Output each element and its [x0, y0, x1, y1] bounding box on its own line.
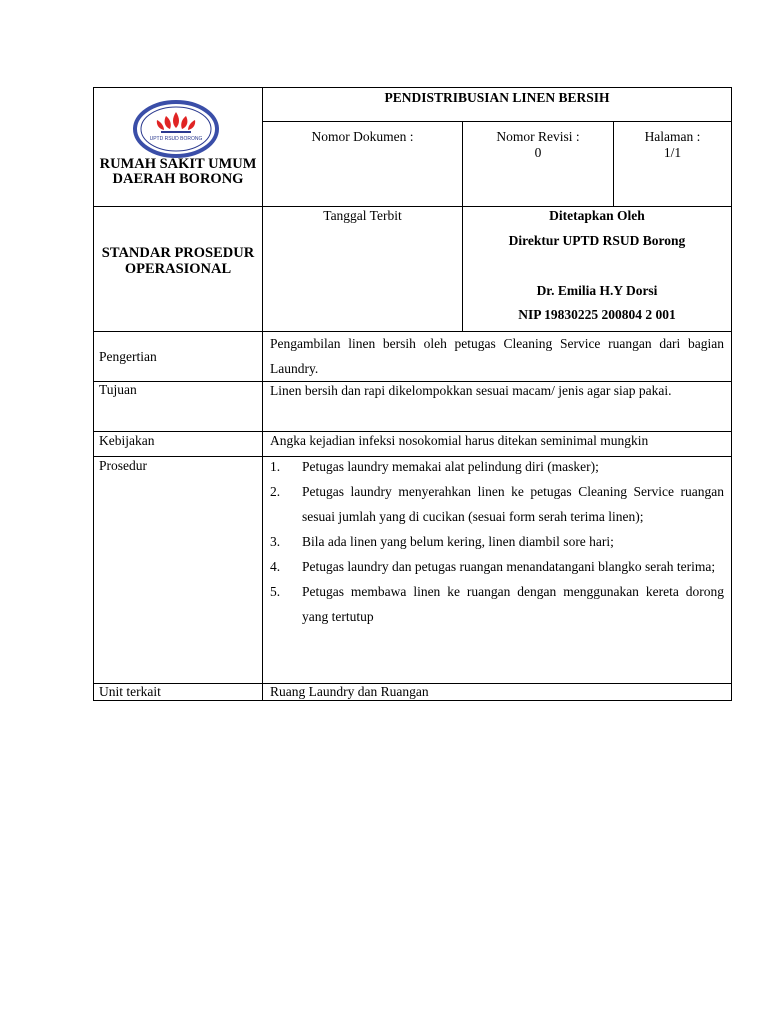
list-item [270, 529, 724, 554]
halaman-value: 1/1 [663, 145, 682, 160]
pengertian-label: Pengertian [99, 349, 157, 364]
sop-label: STANDAR PROSEDUR OPERASIONAL [101, 245, 255, 277]
prosedur-label: Prosedur [99, 458, 147, 473]
tanggal-terbit-label: Tanggal Terbit [323, 208, 402, 223]
list-item [270, 554, 724, 579]
unit-terkait-label: Unit terkait [99, 684, 161, 699]
list-item-number: 3. [270, 534, 281, 549]
table-border-bottom [93, 700, 732, 701]
table-border-right [731, 87, 732, 701]
list-item-number: 4. [270, 559, 281, 574]
list-item-number: 5. [270, 584, 281, 599]
logo-text: UPTD RSUD BORONG [149, 136, 203, 142]
list-item [270, 479, 724, 529]
table-border-top [93, 87, 732, 88]
list-item-text: Petugas laundry menyerahkan linen ke petugas Cleaning Service ruangan sesuai jumlah yang di cucikan (sesuai form serah terima linen); [302, 484, 724, 524]
nomor-revisi-label: Nomor Revisi : [496, 129, 580, 144]
kebijakan-label: Kebijakan [99, 433, 155, 448]
list-item-number: 2. [270, 484, 281, 499]
list-item-text: Petugas membawa linen ke ruangan dengan menggunakan kereta dorong yang tertutup [302, 584, 724, 624]
nomor-dokumen-label: Nomor Dokumen : [311, 129, 414, 144]
column-divider [262, 87, 263, 701]
direktur-nama: Dr. Emilia H.Y Dorsi [536, 283, 658, 298]
list-item-number: 1. [270, 459, 281, 474]
list-item-text: Bila ada linen yang belum kering, linen diambil sore hari; [302, 534, 614, 549]
unit-terkait-text: Ruang Laundry dan Ruangan [270, 684, 429, 699]
list-item-text: Petugas laundry dan petugas ruangan menandatangani blangko serah terima; [302, 559, 716, 574]
hospital-name: RUMAH SAKIT UMUM DAERAH BORONG [99, 156, 257, 187]
list-item [270, 454, 724, 479]
tujuan-text: Linen bersih dan rapi dikelompokkan sesuai macam/ jenis agar siap pakai. [270, 383, 672, 398]
direktur-jabatan: Direktur UPTD RSUD Borong [508, 233, 686, 248]
list-item [270, 579, 724, 629]
pengertian-text: Pengambilan linen bersih oleh petugas Cleaning Service ruangan dari bagian Laundry. [270, 336, 724, 376]
halaman-label: Halaman : [644, 129, 701, 144]
nomor-revisi-value: 0 [534, 145, 542, 160]
prosedur-list [270, 454, 724, 629]
tujuan-label: Tujuan [99, 382, 137, 397]
document-title: PENDISTRIBUSIAN LINEN BERSIH [384, 90, 610, 105]
direktur-nip: NIP 19830225 200804 2 001 [518, 307, 676, 322]
list-item-text: Petugas laundry memakai alat pelindung diri (masker); [302, 459, 599, 474]
ditetapkan-oleh: Ditetapkan Oleh [549, 208, 645, 223]
kebijakan-text: Angka kejadian infeksi nosokomial harus ditekan seminimal mungkin [270, 433, 649, 448]
hospital-logo [133, 100, 219, 158]
title-divider [262, 121, 732, 122]
header-row-divider [93, 206, 732, 207]
